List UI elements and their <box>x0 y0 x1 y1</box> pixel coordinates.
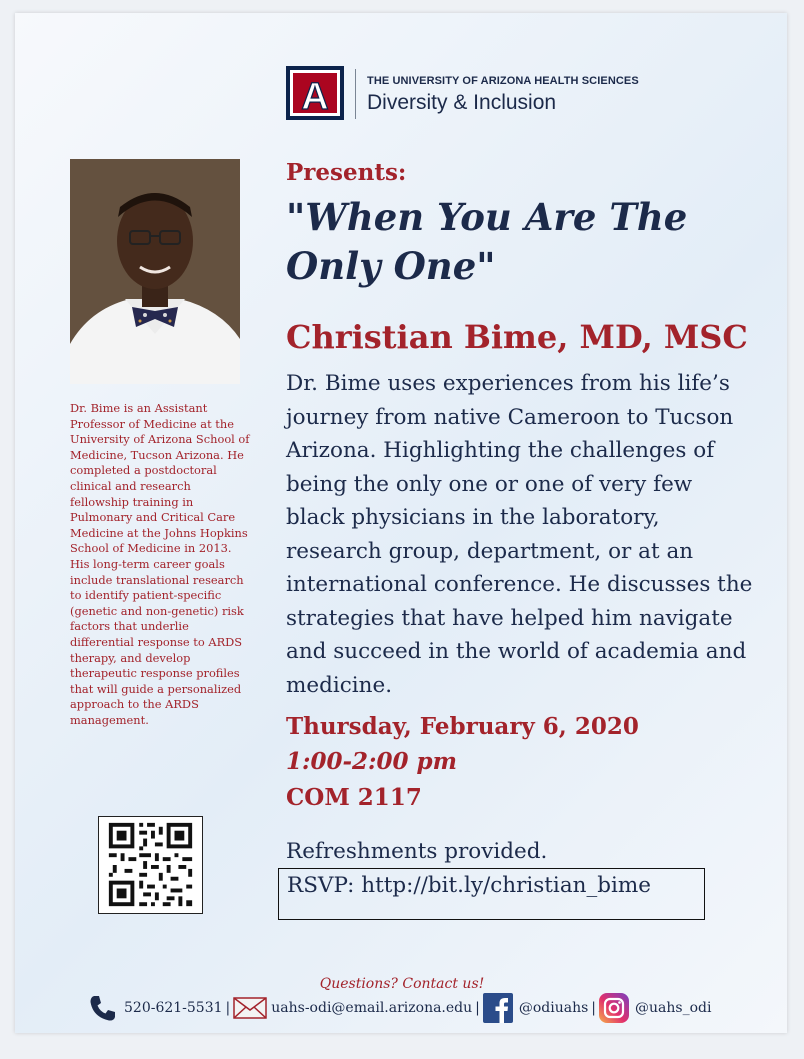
org-name: THE UNIVERSITY OF ARIZONA HEALTH SCIENCES <box>367 75 639 87</box>
separator: | <box>225 1000 231 1016</box>
event-description: Dr. Bime uses experiences from his life’s journey from native Cameroon to Tucson Arizona. Highlighting the challenges of being the only one or one of very few black physicians in the laboratory, research group, department, or at an international conference. He discusses the strategies that have helped him navigate and succeed in the world of academia and medicine. <box>286 371 753 698</box>
event-room: COM 2117 <box>286 784 422 811</box>
speaker-photo <box>70 159 240 384</box>
instagram-handle[interactable]: @uahs_odi <box>635 1000 712 1016</box>
presents-label: Presents: <box>286 159 407 186</box>
logo-letter: A <box>301 76 329 118</box>
instagram-icon <box>599 993 629 1023</box>
questions-label: Questions? Contact us! <box>319 976 485 992</box>
contact-bar <box>88 990 711 1026</box>
header-divider <box>355 69 356 119</box>
header <box>285 65 639 125</box>
refreshments-note: Refreshments provided. <box>286 839 548 864</box>
qr-code[interactable] <box>98 816 203 914</box>
event-title: "When You Are The Only One" <box>286 195 688 288</box>
university-logo <box>285 65 345 121</box>
speaker-name: Christian Bime, MD, MSC <box>286 318 748 356</box>
phone-number[interactable]: 520-621-5531 <box>124 1000 223 1016</box>
event-date: Thursday, February 6, 2020 <box>286 713 639 740</box>
speaker-bio: Dr. Bime is an Assistant Professor of Medicine at the University of Arizona School of Medicine, Tucson Arizona. He completed a postdoctoral clinical and research fellowship training in Pulmonary and Critical Care Medicine at the Johns Hopkins School of Medicine in 2013. His long-term career goals include translational research to identify patient-specific (genetic and non-genetic) risk factors that underlie differential response to ARDS therapy, and develop therapeutic response profiles that will guide a personalized approach to the ARDS management. <box>70 401 250 727</box>
separator: | <box>591 1000 597 1016</box>
separator: | <box>475 1000 480 1016</box>
email-address[interactable]: uahs-odi@email.arizona.edu <box>271 1000 473 1016</box>
facebook-icon <box>483 993 513 1023</box>
rsvp-link[interactable]: RSVP: http://bit.ly/christian_bime <box>278 868 705 920</box>
org-department: Diversity & Inclusion <box>367 91 557 114</box>
phone-icon <box>88 993 118 1023</box>
facebook-handle[interactable]: @odiuahs <box>518 1000 589 1016</box>
event-time: 1:00-2:00 pm <box>286 748 457 775</box>
flyer <box>15 13 787 1033</box>
envelope-icon <box>233 996 267 1020</box>
